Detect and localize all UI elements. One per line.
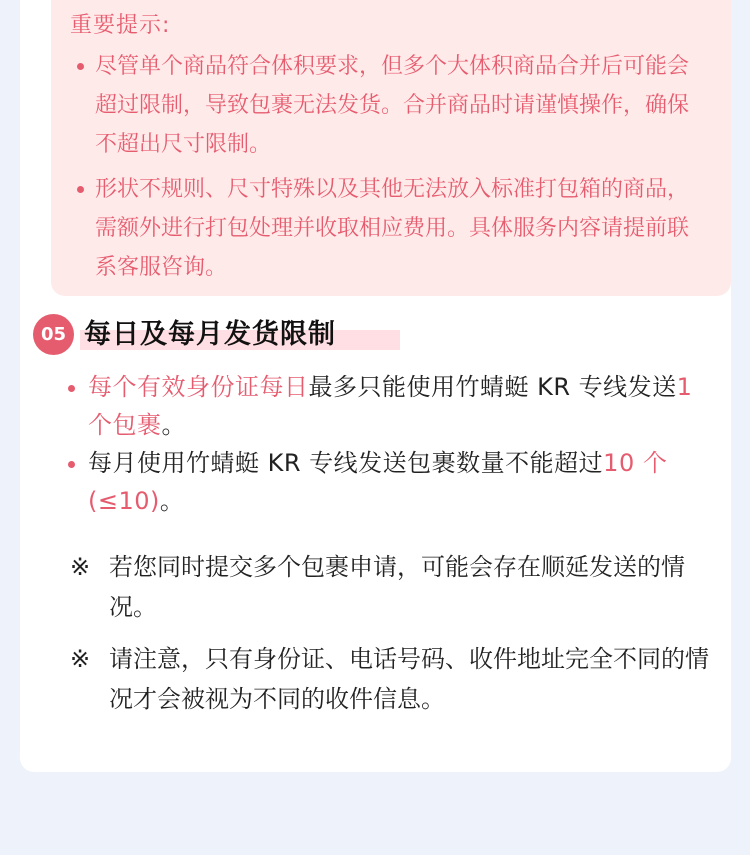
notice-item-text: 尽管单个商品符合体积要求，但多个大体积商品合并后可能会超过限制，导致包裹无法发货。合并商品时请谨慎操作，确保不超出尺寸限制。 bbox=[95, 54, 690, 157]
section-title: 每日及每月发货限制 bbox=[84, 319, 336, 350]
notice-item bbox=[95, 170, 710, 287]
notice-title: 重要提示: bbox=[70, 13, 171, 38]
rule-highlight: 每个有效身份证每日 bbox=[88, 373, 309, 401]
section-number-badge: 05 bbox=[33, 314, 74, 355]
bullet-icon bbox=[68, 461, 75, 468]
rule-text: 每月使用竹蜻蜓 KR 专线发送包裹数量不能超过 bbox=[88, 449, 604, 477]
note-text: 请注意，只有身份证、电话号码、收件地址完全不同的情况才会被视为不同的收件信息。 bbox=[109, 645, 709, 713]
rule-text: 最多只能使用竹蜻蜓 KR 专线发送 bbox=[308, 373, 677, 401]
rule-highlight: 10 个 (≤10) bbox=[88, 449, 668, 515]
reference-mark-icon: ※ bbox=[70, 645, 91, 673]
rule-text: 。 bbox=[161, 411, 186, 439]
bullet-icon bbox=[77, 186, 84, 193]
rule-highlight: 1 个包裹 bbox=[88, 373, 693, 439]
note-text: 若您同时提交多个包裹申请，可能会存在顺延发送的情况。 bbox=[109, 553, 685, 621]
bullet-icon bbox=[68, 385, 75, 392]
notice-item-text: 形状不规则、尺寸特殊以及其他无法放入标准打包箱的商品，需额外进行打包处理并收取相应费用。具体服务内容请提前联系客服咨询。 bbox=[95, 177, 690, 280]
reference-mark-icon: ※ bbox=[70, 553, 91, 581]
bullet-icon bbox=[77, 63, 84, 70]
rule-text: 。 bbox=[159, 487, 185, 515]
rule-item bbox=[88, 368, 708, 444]
rule-item bbox=[88, 444, 708, 520]
notice-item bbox=[95, 47, 710, 164]
